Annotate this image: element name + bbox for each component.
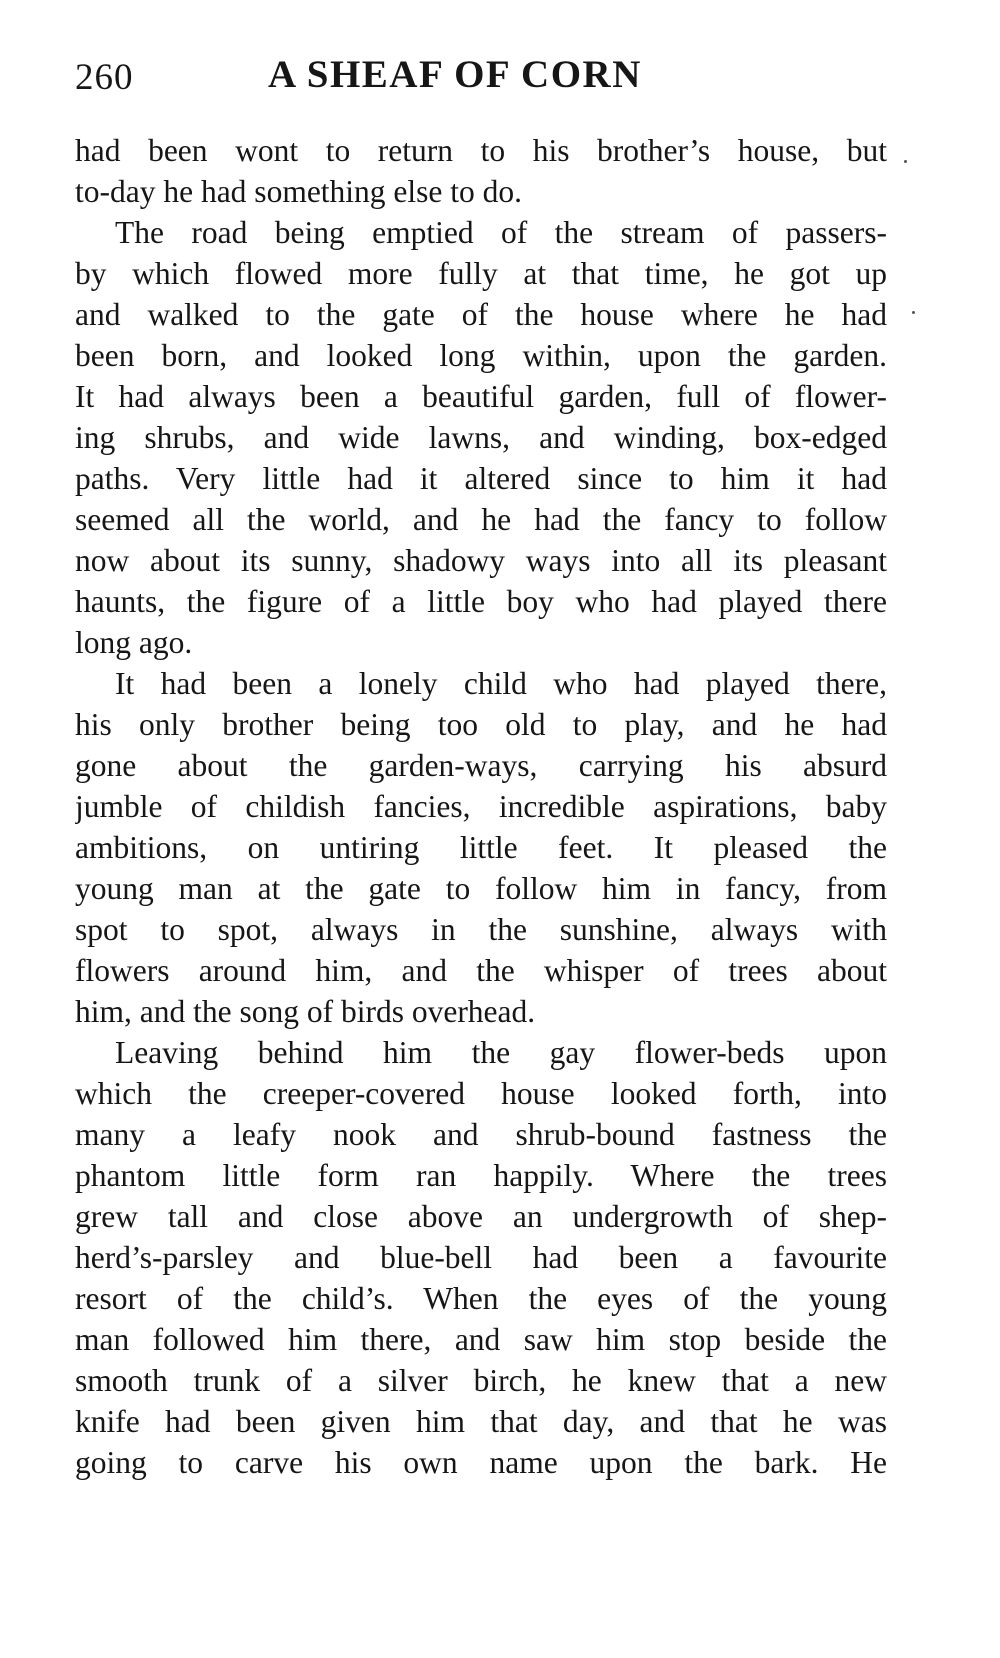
text-line: herd’s-parsley and blue-bell had been a favourite (75, 1240, 887, 1275)
text-line: and walked to the gate of the house where he had (75, 297, 887, 332)
text-line: It had always been a beautiful garden, full of flower- (75, 379, 887, 414)
text-line: been born, and looked long within, upon the garden. (75, 338, 887, 373)
text-line: paths. Very little had it altered since to him it had (75, 461, 887, 496)
running-title: A SHEAF OF CORN (268, 53, 642, 96)
text-line: had been wont to return to his brother’s house, but (75, 133, 887, 168)
text-line: jumble of childish fancies, incredible aspirations, baby (75, 789, 887, 824)
text-line: long ago. (75, 625, 193, 660)
text-line: young man at the gate to follow him in fancy, from (75, 871, 887, 906)
text-line: by which flowed more fully at that time, he got up (75, 256, 887, 291)
margin-speck (904, 160, 907, 163)
margin-speck (912, 311, 915, 314)
text-line: many a leafy nook and shrub-bound fastness the (75, 1117, 887, 1152)
text-line: which the creeper-covered house looked forth, into (75, 1076, 887, 1111)
text-line: knife had been given him that day, and that he was (75, 1404, 887, 1439)
text-line: smooth trunk of a silver birch, he knew that a new (75, 1363, 887, 1398)
text-line: now about its sunny, shadowy ways into all its pleasant (75, 543, 887, 578)
text-line: haunts, the figure of a little boy who had played there (75, 584, 887, 619)
page-header (75, 52, 935, 102)
text-line: him, and the song of birds overhead. (75, 994, 536, 1029)
text-line: man followed him there, and saw him stop beside the (75, 1322, 887, 1357)
text-line: flowers around him, and the whisper of trees about (75, 953, 887, 988)
text-line: going to carve his own name upon the bark. He (75, 1445, 887, 1480)
paragraph-first-line: Leaving behind him the gay flower-beds upon (115, 1035, 887, 1070)
text-line: his only brother being too old to play, and he had (75, 707, 887, 742)
text-line: ambitions, on untiring little feet. It pleased the (75, 830, 887, 865)
text-line: phantom little form ran happily. Where the trees (75, 1158, 887, 1193)
text-line: seemed all the world, and he had the fancy to follow (75, 502, 887, 537)
paragraph-first-line: The road being emptied of the stream of passers- (115, 215, 887, 250)
paragraph-first-line: It had been a lonely child who had played there, (115, 666, 887, 701)
text-line: to-day he had something else to do. (75, 174, 523, 209)
page-number: 260 (75, 57, 134, 98)
text-line: spot to spot, always in the sunshine, always with (75, 912, 887, 947)
text-line: resort of the child’s. When the eyes of the young (75, 1281, 887, 1316)
body-text (75, 130, 887, 1483)
text-line: ing shrubs, and wide lawns, and winding, box-edged (75, 420, 887, 455)
text-line: gone about the garden-ways, carrying his absurd (75, 748, 887, 783)
text-line: grew tall and close above an undergrowth of shep- (75, 1199, 887, 1234)
